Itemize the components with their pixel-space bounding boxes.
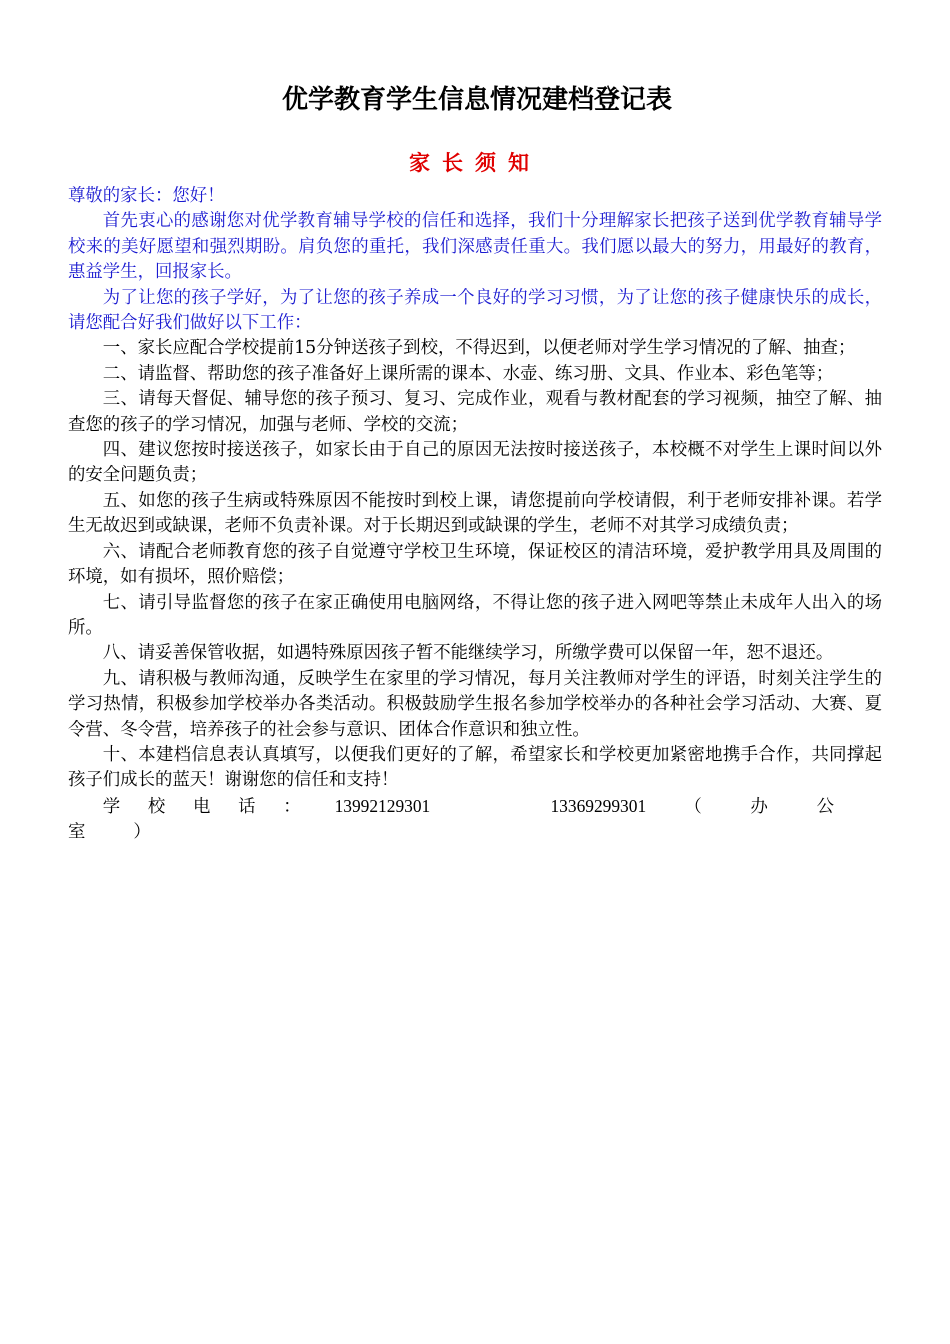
rule-item: 四、建议您按时接送孩子，如家长由于自己的原因无法按时接送孩子，本校概不对学生上课时间以外的安全问题负责；: [68, 440, 882, 486]
rule-item: 二、请监督、帮助您的孩子准备好上课所需的课本、水壶、练习册、文具、作业本、彩色笔等；: [102, 363, 834, 384]
phone-number-1: 13992129301: [334, 795, 431, 816]
document-title: 优学教育学生信息情况建档登记表: [281, 85, 672, 115]
rule-item: 五、如您的孩子生病或特殊原因不能按时到校上课，请您提前向学校请假，利于老师安排补课。若学生无故迟到或缺课，老师不负责补课。对于长期迟到或缺课的学生，老师不对其学习成绩负责；: [68, 490, 882, 537]
intro-paragraph: 为了让您的孩子学好，为了让您的孩子养成一个良好的学习习惯，为了让您的孩子健康快乐的成长，请您配合好我们做好以下工作：: [68, 287, 882, 334]
rule-item: 十、本建档信息表认真填写，以便我们更好的了解，希望家长和学校更加紧密地携手合作，共同撑起孩子们成长的蓝天！谢谢您的信任和支持！: [68, 744, 882, 791]
intro-paragraph: 首先衷心的感谢您对优学教育辅导学校的信任和选择，我们十分理解家长把孩子送到优学教育辅导学校来的美好愿望和强烈期盼。肩负您的重托，我们深感责任重大。我们愿以最大的努力，用最好的教育，惠益学生，回报家长。: [68, 211, 882, 283]
phone-note: （办公室）: [68, 796, 882, 843]
rule-item: 一、家长应配合学校提前15分钟送孩子到校，不得迟到，以便老师对学生学习情况的了解、抽查；: [102, 338, 856, 359]
rule-item: 六、请配合老师教育您的孩子自觉遵守学校卫生环境，保证校区的清洁环境，爱护教学用具及周围的环境，如有损坏，照价赔偿；: [68, 541, 882, 588]
greeting: 尊敬的家长：您好！: [68, 186, 225, 206]
notice-heading: 家长须知: [409, 151, 541, 175]
rule-item: 三、请每天督促、辅导您的孩子预习、复习、完成作业，观看与教材配套的学习视频，抽空了解、抽查您的孩子的学习情况，加强与老师、学校的交流；: [68, 389, 882, 435]
school-phone-line: [68, 794, 882, 846]
phone-label: 学校电话：: [102, 796, 329, 817]
document-page: [68, 80, 882, 846]
rule-item: 八、请妥善保管收据，如遇特殊原因孩子暂不能继续学习，所缴学费可以保留一年，恕不退还。: [102, 643, 834, 664]
rule-item: 七、请引导监督您的孩子在家正确使用电脑网络，不得让您的孩子进入网吧等禁止未成年人出入的场所。: [68, 592, 882, 638]
rule-item: 九、请积极与教师沟通，反映学生在家里的学习情况，每月关注教师对学生的评语，时刻关注学生的学习热情，积极参加学校举办各类活动。积极鼓励学生报名参加学校举办的各种社会学习活动、大赛、夏令营、冬令营，培养孩子的社会参与意识、团体合作意识和独立性。: [68, 668, 882, 740]
phone-number-2: 13369299301: [550, 795, 647, 816]
